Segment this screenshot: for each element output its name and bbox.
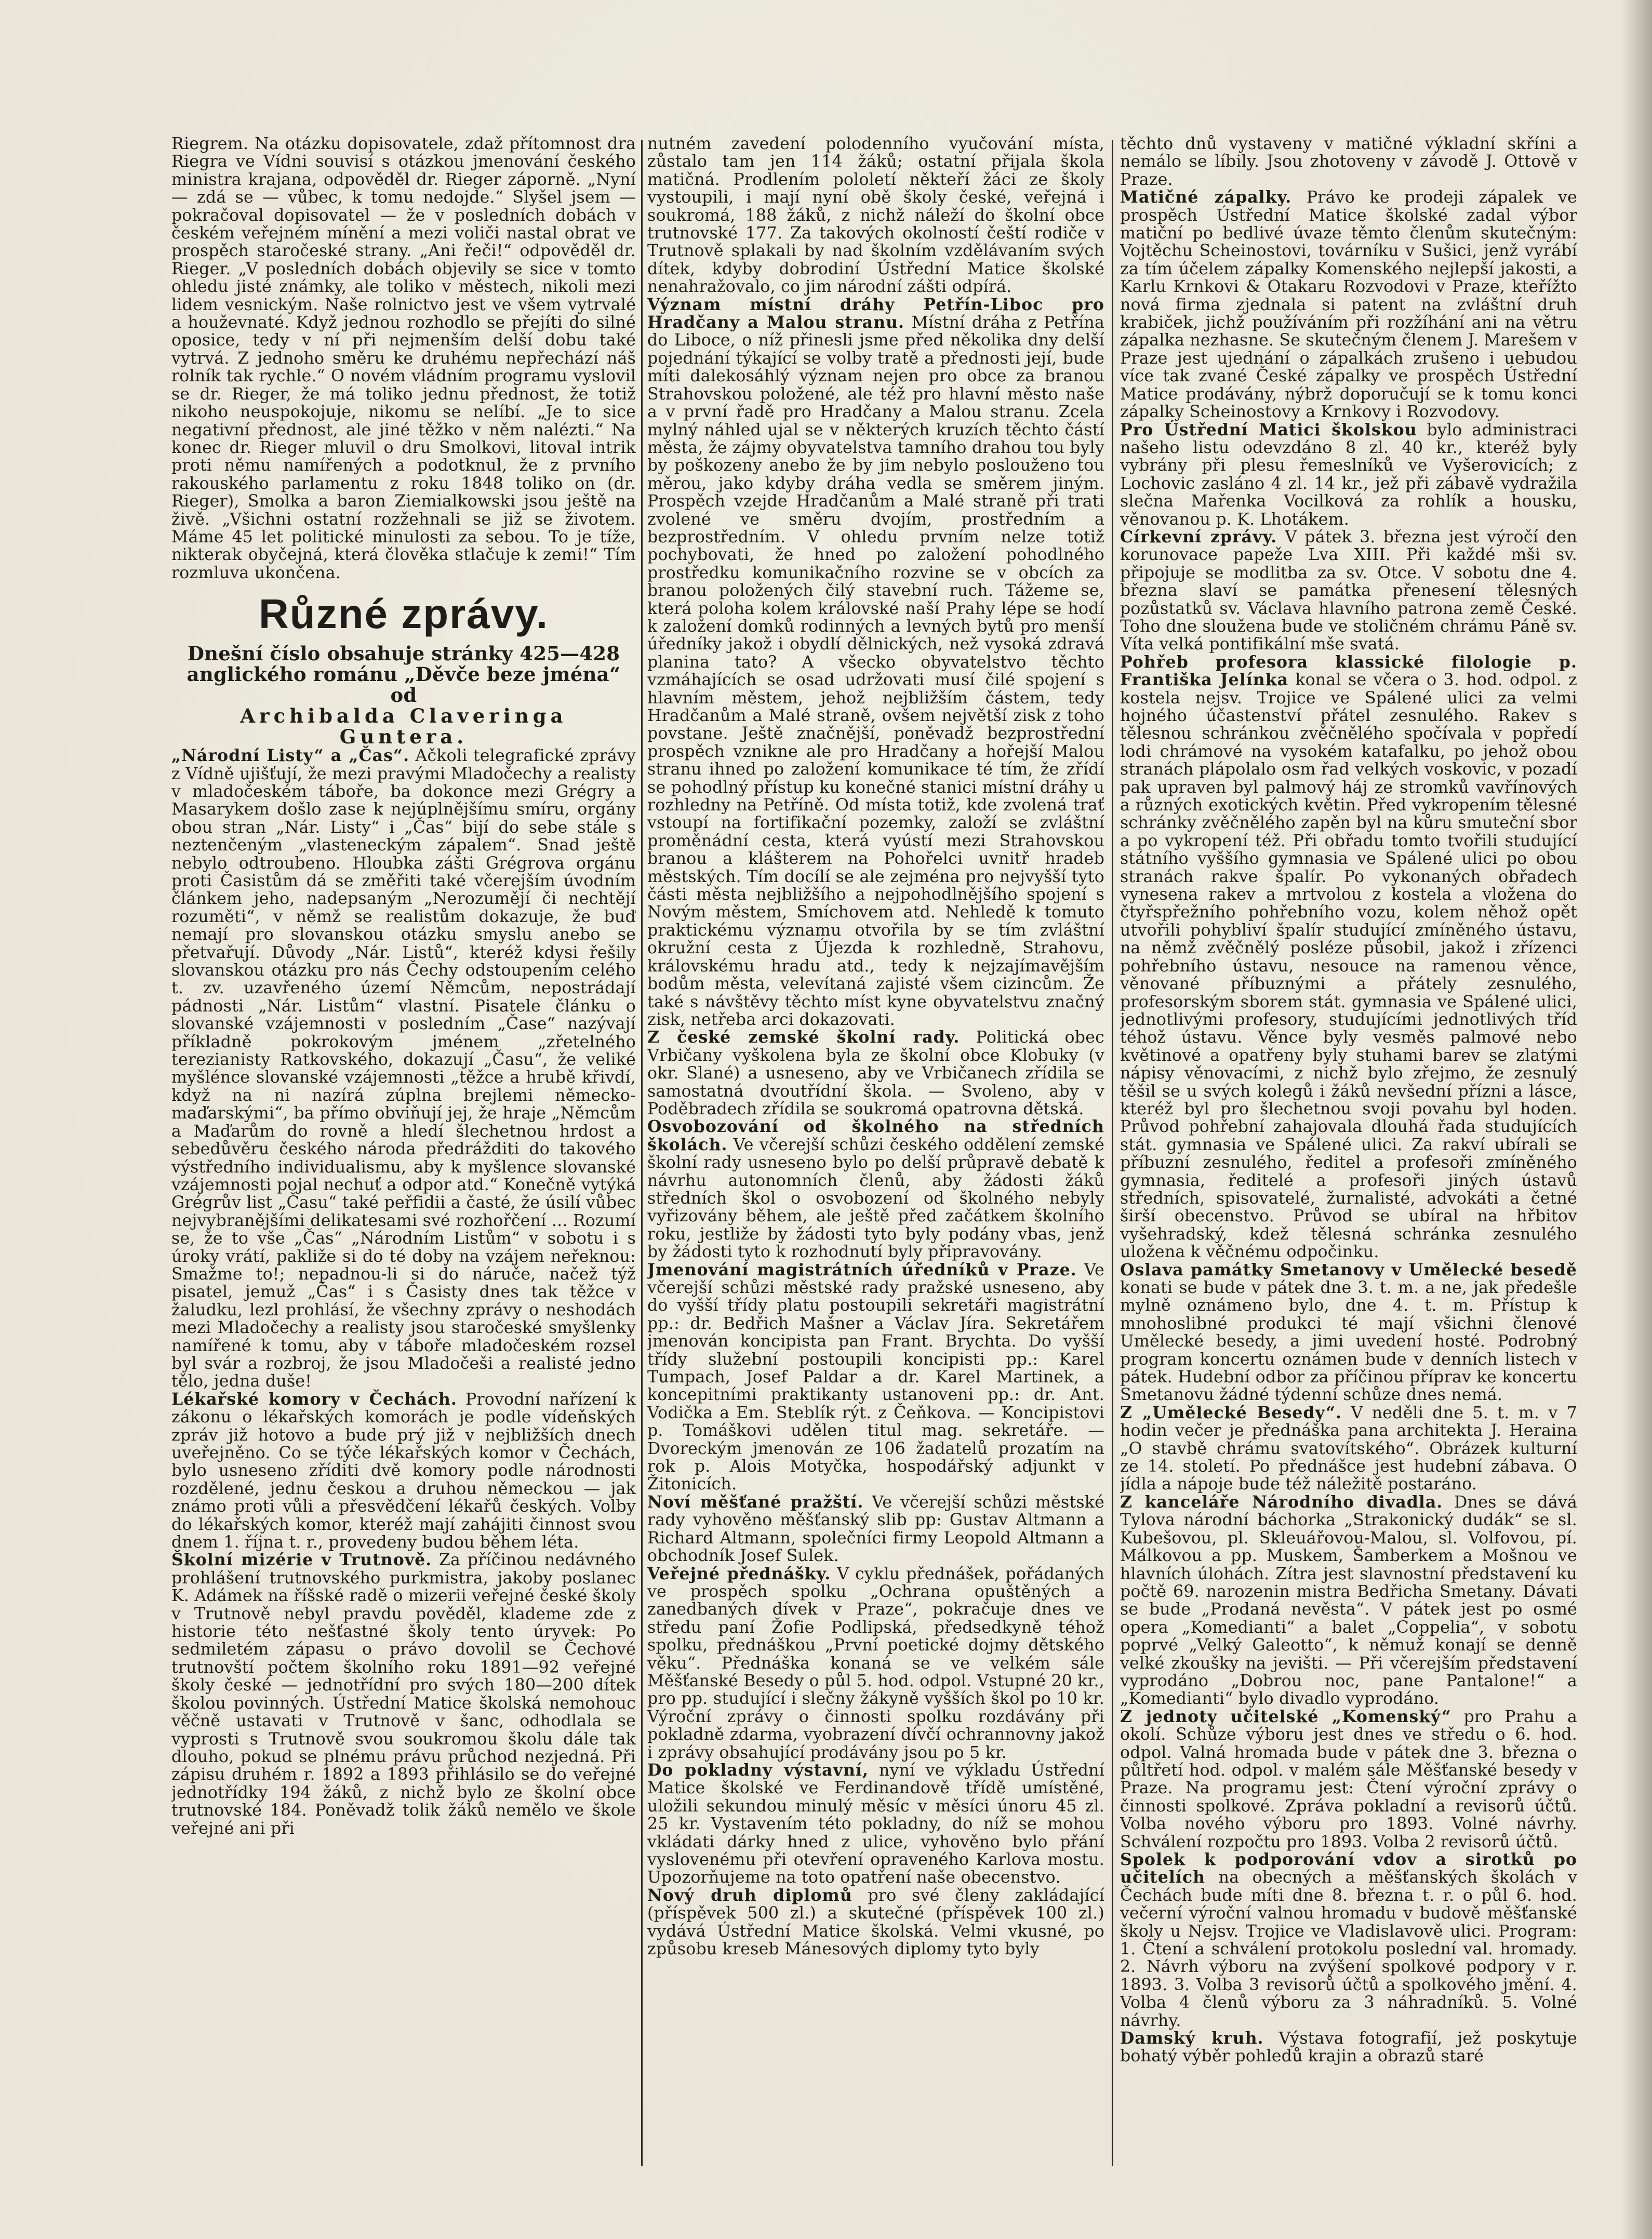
news-item bbox=[647, 1494, 1104, 1565]
news-item-head: Veřejné přednášky. bbox=[647, 1564, 831, 1583]
news-item-text: pro své členy zakládající (příspěvek 500 zl.) a skutečné (příspěvek 100 zl.) vydává Ústřední Matice školská. Velmi vkusné, po způsobu kreseb Mánesových diplomy tyto byly bbox=[647, 1886, 1104, 1959]
news-item-text: Provodní nařízení k zákonu o lékařských komorách je podle vídeňských zpráv již hotovo a bude prý již v nejbližších dnech uveřejněno. Co se týče lékařských komor v Čechách, bylo usneseno zříditi dvě komory podle národnosti rozdělené, jednu českou a druhou německou — jak známo proti vůli a přesvědčení lékařů českých. Volby do lékařských komor, kteréž mají zahájiti činnost svou dnem 1. října t. r., provedeny budou během léta. bbox=[171, 1390, 636, 1552]
news-item-text: Politická obec Vrbičany vyškolena byla ze školní obce Klobuky (v okr. Slané) a usneseno, aby ve Vrbičanech zřídila se samostatná dvoutřídní škola. — Svoleno, aby v Poděbradech zřídila se soukromá opatrovna dětská. bbox=[647, 1028, 1104, 1118]
news-item-head: Školní mizérie v Trutnově. bbox=[171, 1550, 432, 1570]
news-item-head: Oslava památky Smetanovy v Umělecké besedě bbox=[1120, 1260, 1577, 1280]
news-item bbox=[171, 1551, 636, 1837]
news-item-text: konati se bude v pátek dne 3. t. m. a ne, jak předešle mylně oznámeno bylo, dne 4. t. m. Přístup k mnohoslibné produkci té mají všichni členové Umělecké besedy, a jimi uvedení hosté. Podrobný program koncertu oznámen bude v denních listech v pátek. Hudební odbor za příčinou příprav ke koncertu Smetanovu žádné týdenní schůze dnes nemá. bbox=[1120, 1278, 1577, 1405]
serial-notice-line: Dnešní číslo obsahuje stránky 425—428 bbox=[187, 642, 620, 665]
news-item-text: V cyklu přednášek, pořádaných ve prospěch spolku „Ochrana opuštěných a zanedbaných dívek v Praze“, pokračuje dnes ve středu paní Žofie Podlipská, předsedkyně téhož spolku, přednáškou „První poetické dojmy dětského věku“. Přednáška konaná se ve velkém sále Měšťanské Besedy o půl 5. hod. odpol. Vstupné 20 kr., pro pp. studující i slečny žákyně vyšších škol po 10 kr. Výroční zprávy o činnosti spolku rozdávány při pokladně zdarma, vyobrazení dívčí ochrannovny jakož i zprávy obsahující prodávány jsou po 5 kr. bbox=[647, 1564, 1104, 1762]
news-item-head: Nový druh diplomů bbox=[647, 1885, 852, 1905]
news-item-head: Jmenování magistrátních úředníků v Praze. bbox=[647, 1260, 1077, 1280]
news-item-text: Za příčinou nedávného prohlášení trutnovského purkmistra, jakoby poslanec K. Adámek na říšské radě o mizerii veřejné české školy v Trutnově nebyl pravdu pověděl, klademe zde z historie této nešťastné školy tento úryvek: Po sedmiletém zápasu o právo dovolil se Čechové trutnovští počtem školního roku 1891—92 veřejné školy české — jednotřídní pro svých 180—200 dítek školou povinných. Ústřední Matice školská nemohouc věčně ustavati v Trutnově v šanc, odhodlala se vyprosti s Trutnově svou soukromou školu dále tak dlouho, pokud se plnému právu průchod nezjedná. Při zápisu druhém r. 1892 a 1893 přihlásilo se do veřejné jednotřídky 194 žáků, z nichž bylo ze školní obce trutnovské 184. Poněvadž tolik žáků nemělo ve škole veřejné ani při bbox=[171, 1551, 636, 1838]
news-item-text: Ve včerejší schůzi českého oddělení zemské školní rady usneseno bylo po delší průpravě debatě k návrhu autonomních členů, aby žádosti žáků středních škol o osvobození od školného nebyly vyřizovány během, ale ještě před začátkem školního roku, jestliže by žádosti tyto byly podány vbas, jenž by žádosti tyto k rozhodnutí byly připravovány. bbox=[647, 1135, 1104, 1262]
news-item bbox=[647, 296, 1104, 1029]
news-item-text: Ve včerejší schůzi městské rady vyhověno měšťanský slib pp: Gustav Altmann a Richard Altmann, společníci firmy Leopold Altmann a obchodník Josef Sulek. bbox=[647, 1492, 1104, 1566]
news-item-text: pro Prahu a okolí. Schůze výboru jest dnes ve středu o 6. hod. odpol. Valná hromada bude v pátek dne 3. března o půltřetí hod. odpol. v malém sále Měšťanské besedy v Praze. Na programu jest: Čtení výroční zprávy o činnosti spolkové. Zpráva pokladní a revisorů účtů. Volba nového výboru pro 1893. Volné návrhy. Schválení rozpočtu pro 1893. Volba 2 revisorů účtů. bbox=[1120, 1707, 1577, 1851]
news-item bbox=[647, 1261, 1104, 1494]
news-item bbox=[1120, 1708, 1577, 1851]
news-item-head: Osvobozování od školného na středních školách. bbox=[647, 1117, 1104, 1154]
news-item-head: „Národní Listy“ a „Čas“. bbox=[171, 746, 410, 766]
news-item-head: Z kanceláře Národního divadla. bbox=[1120, 1492, 1443, 1512]
news-item-head: Z české zemské školní rady. bbox=[647, 1028, 960, 1047]
column-rule bbox=[1112, 140, 1113, 2166]
news-item-text: bylo administraci našeho listu odevzdáno 8 zl. 40 kr., kteréž byly vybrány při plesu řemeslníků ve Vyšerovicích; z Lochovic zasláno 4 zl. 14 kr., jež při zábavě vydražila slečna Mařenka Vocilková za rohlík a housku, věnovanou p. K. Lhotákem. bbox=[1120, 420, 1577, 529]
news-item-text: Místní dráha z Petřína do Libocе, o níž přinesli jsme před několika dny delší pojednání týkající se volby tratě a přednosti její, bude míti dalekosáhlý význam nejen pro obce za branou Strahovskou položené, ale též pro hlavní město naše a v první řadě pro Hradčany a Malou stranu. Zcela mylný náhled ujal se v některých kruzích těchto částí města, že zájmy obyvatelstva tamního drahou tou byly by poškozeny anebo že by jim nebylo poslouženo tou měrou, jako kdyby dráha vedla se směrem jiným. Prospěch vzejde Hradčanům a Malé straně při trati zvolené ve směru dvojím, prostředním a bezprostředním. V ohledu prvním nelze totiž pochybovati, že hned po založení pohodlného prostředku komunikačního rozvine se v obcích za branou položených čilý stavební ruch. Tážeme se, která poloha kolem královské naší Prahy lépe se hodí k založení domků rodinných a levných bytů pro menší úředníky jakož i obydlí dělnických, než vysoká zdravá planina tato? A všecko obyvatelstvo těchto vzmáhajících se osad udržovati musí čilé spojení s hlavním městem, jehož nejbližším částem, tedy Hradčanům a Malé straně, ovšem největší zisk z toho povstane. Ještě značnější, poněvadž bezprostřední prospěch vznikne ale pro Hradčany a hořejší Malou stranu ihned po založení komunikace té tím, že zřídí se pohodlný přístup ku konečné stanici místní dráhy u rozhledny na Petříně. Od místa totiž, kde zvolená trať vstoupí na fortifikační pozemky, založí se zvláštní proměnádní cesta, která vyústí mezi Strahovskou branou a klášterem na Pohořelci uvnitř hradeb městských. Tím docílí se ale zejména pro nejvyšší tyto části města nejbližšího a nejpohodlnějšího spojení s Novým městem, Smíchovem atd. Nehledě k tomuto praktickému významu otvořila by se tím zvláštní okružní cesta z Újezda k rozhledně, Strahovu, královskému hradu atd., tedy k nejzajímavějším bodům města, velevítaná zajisté všem cizincům. Že také s návštěvy těchto míst kyne obyvatelstvu značný zisk, netřeba arci dokazovati. bbox=[647, 313, 1104, 1029]
news-item-head: Spolek k podporování vdov a sirotků po učitelích bbox=[1120, 1850, 1577, 1887]
news-item-head: Pohřeb profesora klassické filologie p. Františka Jelínka bbox=[1120, 652, 1577, 690]
news-item-head: Damský kruh. bbox=[1120, 2029, 1264, 2048]
news-item bbox=[1120, 1404, 1577, 1494]
article-continuation: těchto dnů vystaveny v matičné výkladní skříni a nemálo se líbily. Jsou zhotoveny v závodě J. Ottově v Praze. bbox=[1120, 135, 1577, 189]
news-item-text: V neděli dne 5. t. m. v 7 hodin večer je přednáška pana architekta J. Heraina „O stavbě chrámu svatovítského“. Obrázek kulturní ze 14. století. Po přednášce jest hudební zábava. O jídla a nápoje bude též náležitě postaráno. bbox=[1120, 1403, 1577, 1494]
news-item-text: na obecných a měšťanských školách v Čechách bude míti dne 8. března t. r. o půl 6. hod. večerní výroční valnou hromadu v budově měšťanské školy u Nejsv. Trojice ve Vladislavově ulici. Program: 1. Čtení a schválení protokolu poslední val. hromady. 2. Návrh výboru na zvýšení spolkové podpory v r. 1893. 3. Volba 3 revisorů účtů a spolkového jmění. 4. Volba 4 členů výboru za 3 náhradníků. 5. Volné návrhy. bbox=[1120, 1868, 1577, 2030]
news-item-text: Dnes se dává Tylova národní báchorka „Strakonický dudák“ se sl. Kubešovou, pl. Skleuářovou-Malou, sl. Volfovou, pí. Málkovou a pp. Muskem, Šamberkem a Mošnou ve hlavních úlohách. Zítra jest slavnostní představení ku počtě 69. narozenin mistra Bedřicha Smetany. Dávati se bude „Prodaná nevěsta“. V pátek jest po osmé opera „Komedianti“ a balet „Coppelia“, v sobotu poprvé „Velký Galeotto“, k němuž konají se denně velké zkoušky na jevišti. — Při včerejším představení vyprodáno „Dobrou noc, pane Pantalone!“ a „Komedianti“ bylo divadlo vyprodáno. bbox=[1120, 1492, 1577, 1709]
news-item bbox=[647, 1565, 1104, 1762]
news-item bbox=[171, 747, 636, 1391]
column-rule bbox=[641, 140, 643, 2166]
news-item-text: V pátek 3. března jest výročí den korunovace papeže Lva XIII. Při každé mši sv. připojuje se modlitba za sv. Otce. V sobotu dne 4. března slaví se památka přenesení tělesných pozůstatků sv. Václava hlavního patrona země České. Toho dne slouženа bude ve stoličném chrámu Páně sv. Víta velká pontifikální mše svatá. bbox=[1120, 527, 1577, 654]
news-item bbox=[1120, 528, 1577, 654]
column-3 bbox=[1120, 135, 1577, 2208]
serial-notice-line: Archibalda Claveringa Guntera. bbox=[240, 704, 567, 749]
news-item-head: Matičné zápalky. bbox=[1120, 188, 1292, 207]
news-item-head: Noví měšťané pražští. bbox=[647, 1492, 864, 1512]
news-item-head: Z jednoty učitelské „Komenský“ bbox=[1120, 1707, 1451, 1726]
news-item-text: Výstava fotografií, jež poskytuje bohatý výběr pohledů krajin a obrazů staré bbox=[1120, 2029, 1577, 2066]
news-item bbox=[1120, 189, 1577, 421]
news-item bbox=[1120, 2030, 1577, 2065]
section-heading: Různé zprávy. bbox=[259, 591, 549, 637]
news-item bbox=[1120, 1851, 1577, 2030]
news-item-head: Z „Umělecké Besedy“. bbox=[1120, 1403, 1342, 1422]
news-item-head: Lékařské komory v Čechách. bbox=[171, 1389, 457, 1409]
serial-notice-line: anglického románu „Děvče beze jména“ od bbox=[186, 663, 621, 707]
news-item-head: Do pokladny výstavní, bbox=[647, 1760, 869, 1780]
news-item bbox=[171, 1391, 636, 1552]
news-item-head: Církevní zprávy. bbox=[1120, 527, 1277, 547]
column-1 bbox=[171, 135, 636, 2208]
serial-notice bbox=[171, 643, 636, 747]
article-continuation: Riegrem. Na otázku dopisovatele, zdaž přítomnost dra Riegra ve Vídni souvisí s otázkou jmenování českého ministra krajana, odpověděl dr. Rieger záporně. „Nyní — zdá se — vůbec, k tomu nedojde.“ Slyšel jsem — pokračoval dopisovatel — že v posledních dobách v českém veřejném mínění a mezi voliči nastal obrat ve prospěch staročeské strany. „Ani řeči!“ odpověděl dr. Rieger. „V posledních dobách objevily se sice v tomto ohledu jisté známky, ale toliko v městech, nikoli mezi lidem vesnickým. Naše rolnictvo jest ve všem vytrvalé a houževnaté. Když jednou rozhodlo se přejíti do silné oposice, tedy v ní při nejmenším delší dobu také vytrvá. Z jednoho směru ke druhému nepřechází náš rolník tak rychle.“ O novém vládním programu vyslovil se dr. Rieger, že má toliko jednu přednost, že totiž nikoho neuspokojuje, nikomu se nelíbí. „Je to sice negativní přednost, ale jiné těžko v něm nalézti.“ Na konec dr. Rieger mluvil o dru Smolkovi, litoval intrik proti němu namířených a podotknul, že z prvního rakouského parlamentu z roku 1848 toliko on (dr. Rieger), Smolka a baron Ziemialkowski jsou ještě na živě. „Všichni ostatní rozžehnali se již se životem. Máme 45 let politické minulosti za sebou. To je tíže, nikterak obyčejná, která člověka stlačuje k zemi!“ Tím rozmluva ukončena. bbox=[171, 135, 636, 582]
news-item-text: konal se včera o 3. hod. odpol. z kostela nejsv. Trojice ve Spálené ulici za velmi hojného účastenství přátel zesnulého. Rakev s tělesnou schránkou zvěčnělého spočívala v popředí lodi chrámové na vysokém katafalku, po jehož obou stranách plápolalo osm řad velkých voskovic, v pozadí pak upraven byl palmový háj ze stromků vavřínových a různých exotických květin. Před vykropením tělesné schránky zvěčnělého zapěn byl na kůru smuteční sbor a po vykropení též. Při obřadu tomto tvořili studující státního vyššího gymnasia ve Spálené ulici po obou stranách rakve špalír. Po vykonaných obřadech vynesena rakev a mrtvolou z kostela a vložena do čtyřspřežního pohřebního vozu, kolem něhož opět utvořili pohybliví špalír studující zmíněného ústavu, na němž zvěčnělý posléze působil, jakož i zřízenci pohřebního ústavu, nesouce na ramenou věnce, věnované příbuznými a přátely zesnulého, profesorským sborem stát. gymnasia ve Spálené ulici, jednotlivými profesory, studujícími jednotlivých tříd téhož ústavu. Věnce byly vesměs palmové nebo květinové a opatřeny byly stuhami barev se zlatými nápisy věnovacími, z nichž bylo zřejmo, že zesnulý těšil se u svých kolegů i žáků nevšední přízni a lásce, kteréž byl pro šlechetnou svoji povahu byl hoden. Průvod pohřební zahajovala dlouhá řada studujících stát. gymnasia ve Spálené ulici. Za rakví ubírali se příbuzní zesnulého, ředitel a profesoři zmíněného gymnasia, ředitelé a profesoři jiných ústavů středních, spisovatelé, žurnalisté, advokáti a četné širší obecenstvo. Průvod se ubíral na hřbitov vyšehradský, kdež tělesná schránka zesnulého uložena k věčnému odpočinku. bbox=[1120, 671, 1577, 1262]
news-item bbox=[1120, 1261, 1577, 1404]
column-2 bbox=[647, 135, 1104, 2208]
news-item bbox=[1120, 654, 1577, 1261]
news-item bbox=[647, 1762, 1104, 1887]
news-item-text: Ve včerejší schůzi městské rady pražské usneseno, aby do vyšší třídy platu postoupili sekretáři magistrátní pp.: dr. Bedřich Mašner a Václav Jíra. Sekretářem jmenován koncipista pan Frant. Brychta. Do vyšší třídy služební postoupili koncipisti pp.: Karel Tumpach, Josef Paldar a dr. Karel Martinek, a koncepitními praktikanty ustanoveni pp.: dr. Ant. Vodička a Em. Steblík rýt. z Čeňkova. — Koncipistovi p. Tomáškovi udělen titul mag. sekretáře. — Dvoreckým jmenován ze 106 žadatelů prozatím na rok p. Alois Motyčka, hospodářský adjunkt v Žitonicích. bbox=[647, 1260, 1104, 1494]
news-item bbox=[1120, 1494, 1577, 1708]
article-continuation: nutném zavedení polodenního vyučování místa, zůstalo tam jen 114 žáků; ostatní přijala škola matičná. Prodlením pololetí někteří žáci ze školy vystoupili, i mají nyní obě školy české, veřejná i soukromá, 188 žáků, z nichž náleží do školní obce trutnovské 177. Za takových okolností čeští rodiče v Trutnově splakali by nad školním vzdělávaním svých dítek, kdyby dobrodiní Ústřední Matice školské nenahražovalo, co jim národní zášti odpírá. bbox=[647, 135, 1104, 297]
news-item bbox=[647, 1029, 1104, 1118]
news-item bbox=[647, 1118, 1104, 1261]
news-item-head: Význam místní dráhy Petřín-Liboc pro Hradčany a Malou stranu. bbox=[647, 295, 1104, 332]
news-item-text: nyní ve výkladu Ústřední Matice školské ve Ferdinandově třídě umístěné, uložili sekundou minulý měsíc v měsíci únoru 45 zl. 25 kr. Vystavením této pokladny, do níž se mohou vkládati dárky hned z ulice, vyhověno bylo přání vyslovenému při otevření opraveného Karlova mostu. Upozorňujeme na toto opatření naše obecenstvo. bbox=[647, 1761, 1104, 1887]
news-item bbox=[1120, 421, 1577, 528]
news-item-text: Ačkoli telegrafické zprávy z Vídně ujišťují, že mezi pravými Mladočechy a realisty v mladočeském táboře, ba dokonce mezi Grégry a Masarykem došlo zase k nejúplnějšímu smíru, orgány obou stran „Nár. Listy“ i „Čas“ bijí do sebe stále s neztenčeným „vlasteneckým zápalem“. Snad ještě nebylo odtroubeno. Hloubka zášti Grégrova orgánu proti Časistům dá se změřiti také včerejším úvodním článkem jeho, nadepsaným „Nerozumějí či nechtějí rozuměti“, v němž se realistům dokazuje, že buď nemají pro slovanskou otázku smyslu anebo se přetvařují. Důvody „Nár. Listů“, kteréž kdysi řešily slovanskou otázku pro nás Čechy odstoupením celého t. zv. uzavřeného území Němcům, nepostrádají pádnosti „Nár. Listům“ vlastní. Pisatele článku o slovanské vzájemnosti v posledním „Čase“ nazývají příkladně pokrokovým jménem „zřetelného terezianisty Ratkovského, dokazují „Času“, že veliké myšlénce slovanské vzájemnosti „těžce a hrubě křivdí, když na ni nazírá zúplna brejlemi německo-maďarskými“, ba přímo obviňují jej, že hraje „Němcům a Maďarům do rovně a hledí šlechetnou hrdost a sebedůvěru českého národa předrážditi do takového výstředního individualismu, aby k myšlence slovanské vzájemnosti pojal nechuť a odpor atd.“ Konečně vytýká Grégrův list „Času“ také peřfidii a časté, že úsilí vůbec nejvybranějšími delikatesami své rozhořčení ... Rozumí se, že to vše „Čas“ „Národním Listům“ v sobotu i s úroky vrátí, pakliže si do té doby na vzájem neřeknou: Smažme to!; nepadnou-li si do náruče, načež týž pisatel, jemuž „Čas“ i s Časisty dnes tak těžce v žaludku, lezl prohlásí, že všechny zprávy o neshodách mezi Mladočechy a realisty jsou staročeské smyšlenky namířené k tomu, aby v táboře mladočeském rozsel byl svár a rozbroj, že jsou Mladočeši a realisté jedno tělo, jedna duše! bbox=[171, 747, 636, 1391]
page-edge-shadow bbox=[1621, 0, 1652, 2239]
news-item bbox=[647, 1887, 1104, 1958]
news-item-head: Pro Ústřední Matici školskou bbox=[1120, 420, 1417, 439]
news-item-text: Právo ke prodeji zápalek ve prospěch Ústřední Matice školské zadal výbor matiční po bedlivé úvaze těmto členům skutečným: Vojtěchu Scheinostovi, továrníku v Sušici, jenž vyrábí za tím účelem zápalky Komenského nejlepší jakosti, a Karlu Krnkovi & Otakaru Rozvodovi v Praze, kteřížto nová firma zjednala si patent na zvláštní druh krabiček, jichž používáním při rozžíhání ani na větru zápalka nezhasne. Se skutečným členem J. Marešem v Praze jest ujednání o zápalkách zrušeno i uebudou více tak zvané České zápalky ve prospěch Ústřední Matice prodávány, nýbrž doporučují se k tomu konci zápalky Scheinostovy a Krnkovy i Rozvodovy. bbox=[1120, 188, 1577, 422]
